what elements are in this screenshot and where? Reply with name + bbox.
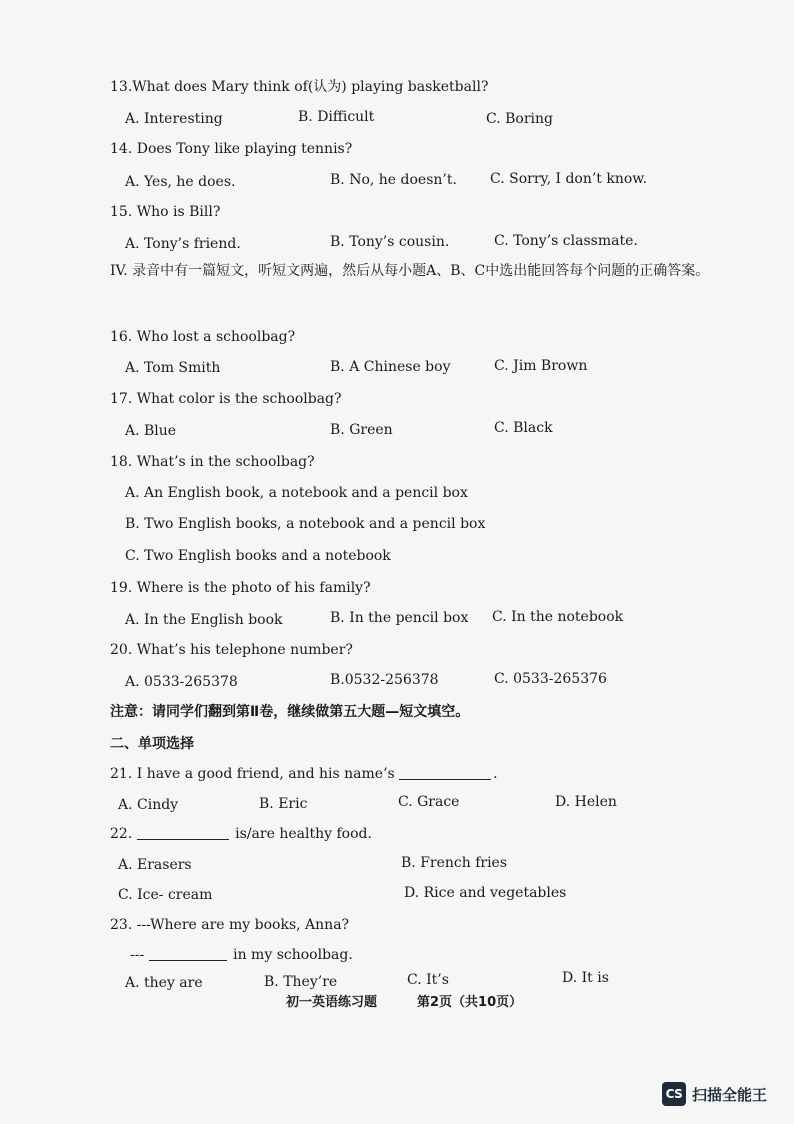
- q15-option-b: B. Tony’s cousin.: [330, 234, 450, 250]
- q15-option-c: C. Tony’s classmate.: [494, 233, 638, 249]
- question-16: 16. Who lost a schoolbag?: [110, 329, 296, 345]
- q21-text: 21. I have a good friend, and his name’s: [110, 766, 395, 782]
- q16-option-b: B. A Chinese boy: [330, 359, 451, 375]
- q13-option-b: B. Difficult: [298, 109, 375, 125]
- footer-exam-name: 初一英语练习题: [286, 995, 378, 1010]
- q13-option-c: C. Boring: [486, 111, 553, 127]
- q16-option-a: A. Tom Smith: [125, 360, 221, 376]
- q21-option-d: D. Helen: [555, 794, 617, 810]
- q17-option-a: A. Blue: [125, 423, 177, 439]
- q14-option-c: C. Sorry, I don’t know.: [490, 171, 648, 187]
- question-17: 17. What color is the schoolbag?: [110, 391, 342, 407]
- question-14: 14. Does Tony like playing tennis?: [110, 141, 353, 157]
- q20-option-c: C. 0533-265376: [494, 671, 607, 687]
- notice-text: 注意：请同学们翻到第Ⅱ卷，继续做第五大题—短文填空。: [110, 704, 470, 720]
- question-15: 15. Who is Bill?: [110, 204, 221, 220]
- question-21: [110, 765, 498, 783]
- q23-option-b: B. They’re: [264, 974, 338, 990]
- q21-answer-blank: [399, 765, 491, 780]
- q23-answer-blank: [149, 946, 227, 961]
- q18-option-b: B. Two English books, a notebook and a pencil box: [125, 516, 486, 532]
- q22-option-c: C. Ice- cream: [118, 887, 213, 903]
- q22-option-a: A. Erasers: [118, 857, 192, 873]
- q20-option-a: A. 0533-265378: [125, 674, 238, 690]
- q23-option-c: C. It’s: [407, 972, 449, 988]
- q19-option-c: C. In the notebook: [492, 609, 624, 625]
- q23-option-d: D. It is: [562, 970, 609, 986]
- scanner-watermark: [662, 1082, 767, 1106]
- q17-option-c: C. Black: [494, 420, 553, 436]
- q20-option-b: B.0532-256378: [330, 672, 439, 688]
- q23-reply: [130, 946, 353, 964]
- question-13: 13.What does Mary think of(认为) playing basketball?: [110, 79, 489, 95]
- q21-option-b: B. Eric: [259, 796, 308, 812]
- question-22: [110, 825, 372, 843]
- q19-option-a: A. In the English book: [125, 612, 283, 628]
- camscanner-logo-icon: CS: [662, 1082, 686, 1106]
- q22-option-d: D. Rice and vegetables: [404, 885, 567, 901]
- q22-answer-blank: [137, 825, 229, 840]
- q18-option-a: A. An English book, a notebook and a pencil box: [125, 485, 468, 501]
- section-2-title: 二、单项选择: [110, 736, 194, 752]
- q13-option-a: A. Interesting: [125, 111, 223, 127]
- q18-option-c: C. Two English books and a notebook: [125, 548, 391, 564]
- question-23: 23. ---Where are my books, Anna?: [110, 917, 350, 933]
- q16-option-c: C. Jim Brown: [494, 358, 588, 374]
- question-18: 18. What’s in the schoolbag?: [110, 454, 315, 470]
- q21-option-a: A. Cindy: [118, 797, 179, 813]
- q17-option-b: B. Green: [330, 422, 393, 438]
- q14-option-a: A. Yes, he does.: [125, 174, 236, 190]
- q23-option-a: A. they are: [125, 975, 203, 991]
- q19-option-b: B. In the pencil box: [330, 610, 469, 626]
- q22-text: is/are healthy food.: [235, 826, 372, 842]
- q23-reply-text: in my schoolbag.: [233, 947, 353, 963]
- section-4-instruction: IV. 录音中有一篇短文，听短文两遍，然后从每小题A、B、C中选出能回答每个问题的正确答案。: [110, 263, 710, 279]
- question-19: 19. Where is the photo of his family?: [110, 580, 371, 596]
- question-20: 20. What’s his telephone number?: [110, 642, 353, 658]
- q22-option-b: B. French fries: [401, 855, 508, 871]
- q15-option-a: A. Tony’s friend.: [125, 236, 241, 252]
- q22-number: 22.: [110, 826, 133, 842]
- q21-option-c: C. Grace: [398, 794, 460, 810]
- q21-text-end: .: [493, 766, 498, 782]
- camscanner-name: 扫描全能王: [692, 1085, 768, 1104]
- footer-page-number: 第2页（共10页）: [417, 995, 523, 1010]
- q14-option-b: B. No, he doesn’t.: [330, 172, 457, 188]
- q23-reply-dash: ---: [130, 947, 145, 963]
